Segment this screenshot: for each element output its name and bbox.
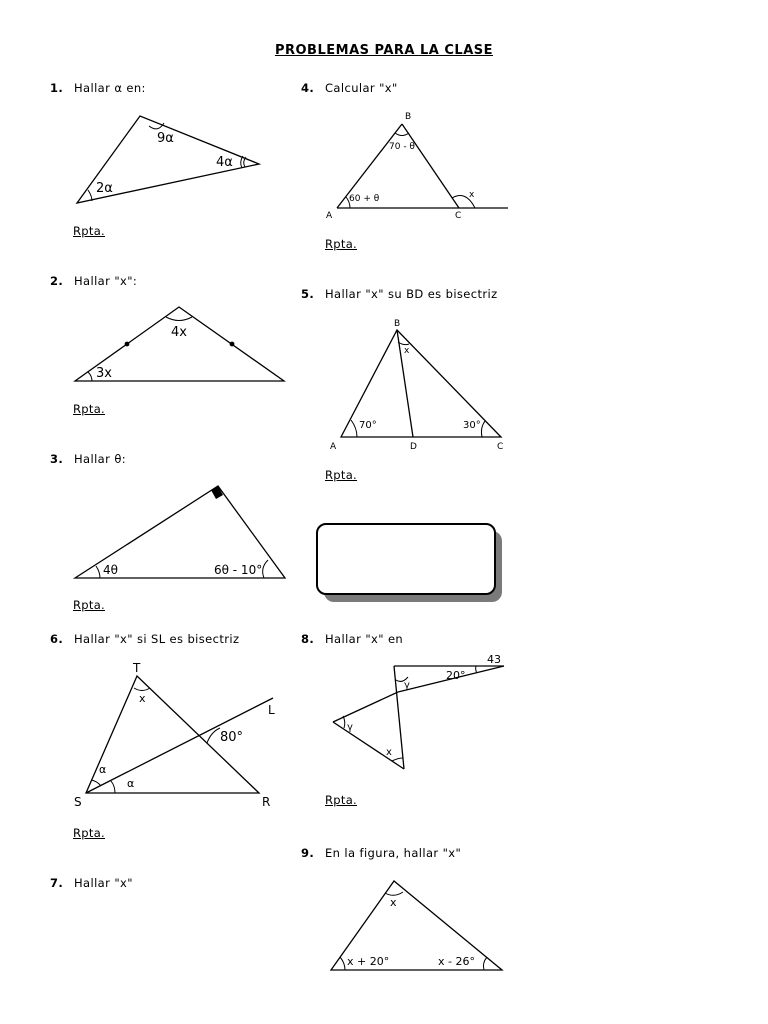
vertex-label: T	[133, 661, 141, 675]
angle-label: x - 26°	[438, 955, 475, 968]
problem-number: 2.	[50, 274, 64, 288]
answer-label: Rpta.	[73, 402, 106, 416]
figure-label: 43	[487, 653, 501, 666]
angle-label: 2α	[96, 181, 113, 196]
problem-number: 8.	[301, 632, 315, 646]
problem-statement: Hallar α en:	[74, 81, 146, 95]
angle-label: x + 20°	[347, 955, 390, 968]
problem-number: 7.	[50, 876, 64, 890]
problem-statement: Hallar "x" su BD es bisectriz	[325, 287, 498, 301]
answer-label: Rpta.	[325, 793, 358, 807]
angle-label: 80°	[220, 730, 244, 745]
problem-statement: Calcular "x"	[325, 81, 398, 95]
angle-label: 6θ - 10°	[214, 563, 263, 577]
angle-label: 70 - θ	[389, 142, 415, 152]
angle-label: 30°	[463, 420, 481, 431]
page-title: PROBLEMAS PARA LA CLASE	[274, 43, 494, 58]
angle-label: 70°	[359, 420, 377, 431]
angle-label: 9α	[157, 131, 174, 146]
problem-statement: Hallar "x":	[74, 274, 138, 288]
problem-statement: Hallar "x" si SL es bisectriz	[74, 632, 240, 646]
angle-label: x	[390, 896, 397, 909]
vertex-label: D	[410, 442, 417, 452]
angle-label: 3x	[96, 366, 112, 381]
problem-number: 9.	[301, 846, 315, 860]
problem-number: 6.	[50, 632, 64, 646]
angle-label: x	[139, 692, 146, 705]
problem-number: 5.	[301, 287, 315, 301]
vertex-label: C	[497, 442, 504, 452]
problem-number: 3.	[50, 452, 64, 466]
angle-label: 20°	[446, 669, 466, 682]
problem-number: 4.	[301, 81, 315, 95]
vertex-label: R	[262, 795, 271, 809]
vertex-label: C	[455, 211, 462, 221]
angle-label: γ	[347, 722, 353, 733]
angle-label: x	[469, 190, 475, 200]
angle-label: 4θ	[103, 563, 118, 577]
angle-label: 4x	[171, 325, 187, 340]
angle-label: 4α	[216, 155, 233, 170]
vertex-label: A	[326, 211, 333, 221]
angle-label: α	[127, 777, 135, 790]
problem-statement: En la figura, hallar "x"	[325, 846, 462, 860]
answer-label: Rpta.	[325, 237, 358, 251]
angle-label: γ	[404, 680, 410, 691]
problem-statement: Hallar θ:	[74, 452, 127, 466]
problem-statement: Hallar "x"	[74, 876, 133, 890]
problem-statement: Hallar "x" en	[325, 632, 404, 646]
angle-label: x	[404, 346, 410, 356]
problem-number: 1.	[50, 81, 64, 95]
vertex-label: A	[330, 442, 337, 452]
angle-label: x	[386, 747, 392, 758]
answer-label: Rpta.	[73, 224, 106, 238]
vertex-label: L	[268, 703, 275, 717]
vertex-label: S	[74, 795, 82, 809]
answer-label: Rpta.	[73, 598, 106, 612]
vertex-label: B	[394, 319, 401, 329]
angle-label: α	[99, 763, 107, 776]
vertex-label: B	[405, 112, 412, 122]
answer-label: Rpta.	[325, 468, 358, 482]
angle-label: 60 + θ	[349, 194, 380, 204]
answer-label: Rpta.	[73, 826, 106, 840]
